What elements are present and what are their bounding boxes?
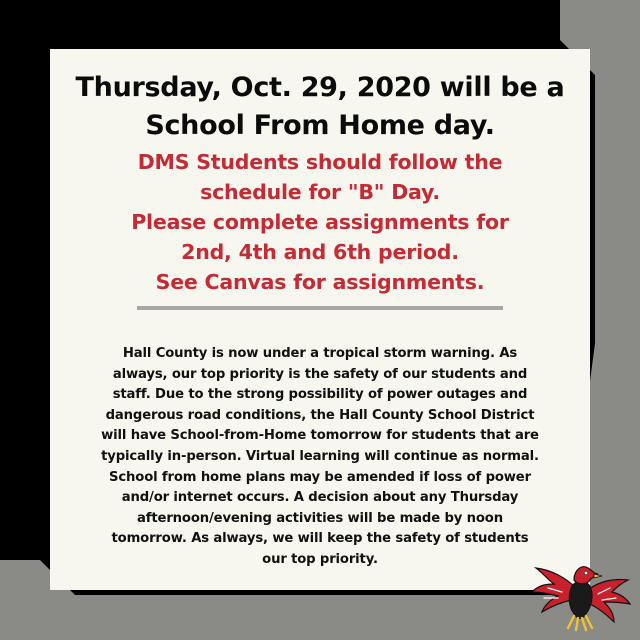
body-line: School from home plans may be amended if loss of power xyxy=(109,469,531,485)
headline-line-2: School From Home day. xyxy=(145,110,495,141)
red-hawk-mascot-icon xyxy=(528,558,632,632)
announcement-body xyxy=(56,344,584,571)
body-line: typically in-person. Virtual learning will continue as normal. xyxy=(101,448,539,464)
hawk-right-wing xyxy=(588,579,630,622)
notice-line: Please complete assignments for xyxy=(131,210,509,234)
notice-line: See Canvas for assignments. xyxy=(155,270,485,294)
body-line: Hall County is now under a tropical storm warning. As xyxy=(122,346,518,361)
notice-line: schedule for "B" Day. xyxy=(200,180,440,204)
body-line: our top priority. xyxy=(262,551,378,567)
body-line: always, our top priority is the safety of our students and xyxy=(112,366,528,382)
body-line: afternoon/evening activities will be made by noon xyxy=(137,510,503,526)
announcement-card xyxy=(50,49,590,590)
notice-line: 2nd, 4th and 6th period. xyxy=(181,240,459,264)
body-line: tomorrow. As always, we will keep the safety of students xyxy=(111,531,529,547)
student-notice xyxy=(50,147,590,297)
body-line: and/or internet occurs. A decision about any Thursday xyxy=(121,490,519,506)
body-line: dangerous road conditions, the Hall County School District xyxy=(105,407,535,423)
body-line: will have School-from-Home tomorrow for students that are xyxy=(101,428,539,444)
body-line: staff. Due to the strong possibility of power outages and xyxy=(112,387,528,403)
notice-line: DMS Students should follow the xyxy=(137,150,503,174)
hawk-eye xyxy=(584,571,588,575)
hawk-body xyxy=(569,582,592,619)
frame-black-left xyxy=(0,0,40,560)
headline xyxy=(50,69,590,145)
frame-black-top xyxy=(0,0,560,40)
divider xyxy=(137,306,503,310)
hawk-beak xyxy=(594,574,602,578)
headline-line-1: Thursday, Oct. 29, 2020 will be a xyxy=(75,72,565,103)
